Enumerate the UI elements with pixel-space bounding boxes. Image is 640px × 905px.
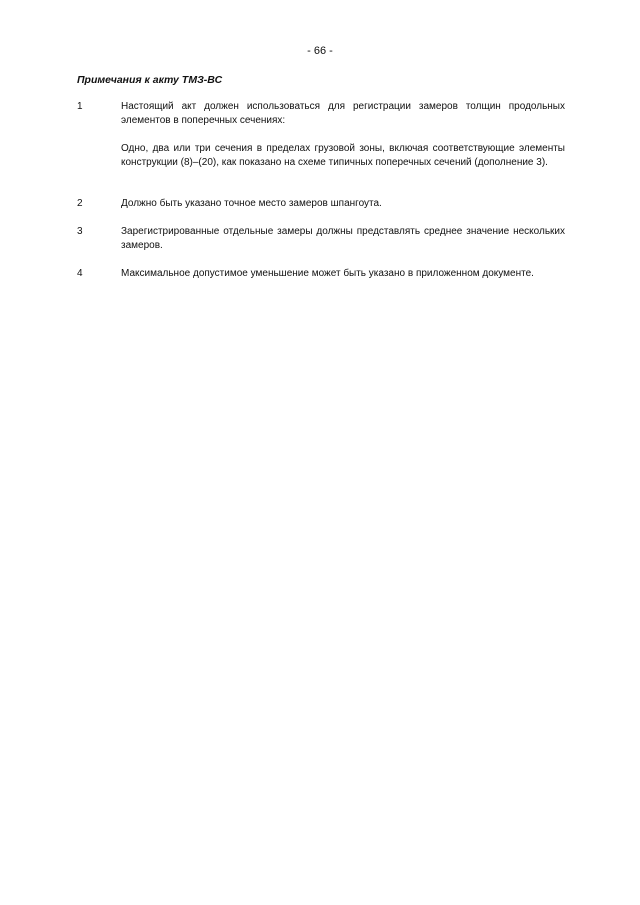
note-paragraph: Зарегистрированные отдельные замеры должны представлять среднее значение нескольких замеров. bbox=[121, 226, 565, 251]
note-text bbox=[121, 225, 565, 253]
note-item bbox=[77, 100, 565, 170]
note-text bbox=[121, 267, 565, 281]
note-paragraph: Максимальное допустимое уменьшение может быть указано в приложенном документе. bbox=[121, 268, 534, 279]
note-text bbox=[121, 197, 565, 211]
note-item bbox=[77, 197, 565, 211]
note-text bbox=[121, 100, 565, 170]
note-item bbox=[77, 267, 565, 281]
note-number: 1 bbox=[77, 101, 83, 112]
note-number: 2 bbox=[77, 198, 83, 209]
section-heading: Примечания к акту ТМЗ-ВС bbox=[77, 74, 223, 86]
note-number: 4 bbox=[77, 268, 83, 279]
note-number: 3 bbox=[77, 226, 83, 237]
note-item bbox=[77, 225, 565, 253]
note-paragraph: Одно, два или три сечения в пределах грузовой зоны, включая соответствующие элементы конструкции (8)–(20), как показано на схеме типичных поперечных сечений (дополнение 3). bbox=[121, 143, 565, 168]
note-paragraph: Настоящий акт должен использоваться для регистрации замеров толщин продольных элементов в поперечных сечениях: bbox=[121, 101, 565, 126]
note-paragraph: Должно быть указано точное место замеров шпангоута. bbox=[121, 198, 382, 209]
page-number: - 66 - bbox=[307, 45, 333, 57]
